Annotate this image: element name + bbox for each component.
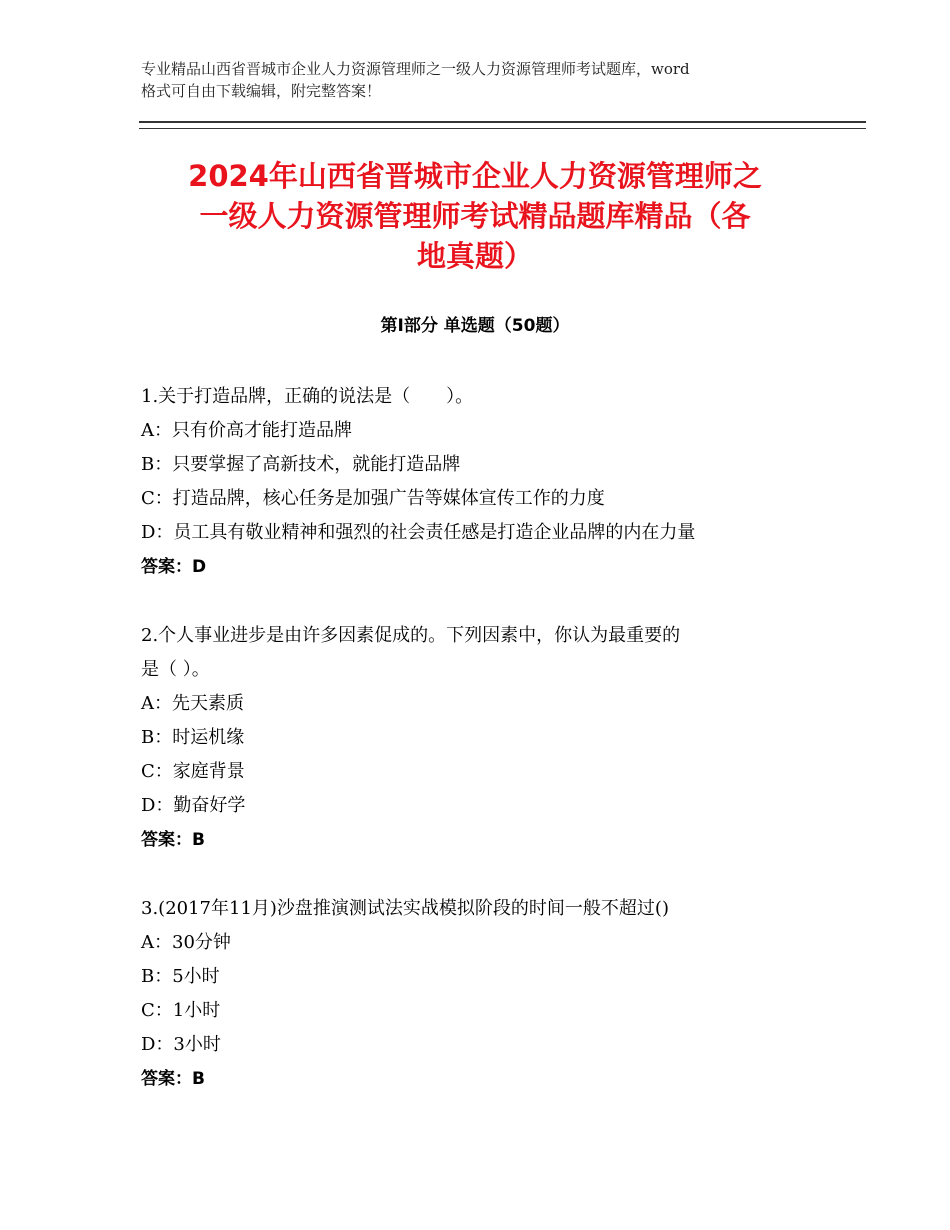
answer: 答案：B [141, 1069, 205, 1089]
question-stem-line-2: 是（ ）。 [141, 659, 210, 680]
question-2 [141, 619, 821, 857]
option-c: C：打造品牌，核心任务是加强广告等媒体宣传工作的力度 [141, 488, 605, 509]
option-b: B：时运机缘 [141, 727, 245, 748]
document-title-line-3: 地真题） [416, 239, 533, 273]
option-d: D：员工具有敬业精神和强烈的社会责任感是打造企业品牌的内在力量 [141, 522, 696, 543]
option-d: D：勤奋好学 [141, 795, 246, 816]
option-a: A：只有价高才能打造品牌 [141, 420, 352, 441]
question-stem: 1.关于打造品牌，正确的说法是（ ）。 [141, 386, 474, 407]
document-title-line-1: 2024年山西省晋城市企业人力资源管理师之 [188, 159, 762, 193]
header-divider [139, 121, 866, 129]
option-d: D：3小时 [141, 1034, 221, 1055]
document-title [120, 156, 830, 276]
header-note [141, 58, 821, 102]
question-stem-line-1: 2.个人事业进步是由许多因素促成的。下列因素中，你认为最重要的 [141, 625, 681, 646]
option-a: A：先天素质 [141, 693, 244, 714]
option-b: B：5小时 [141, 966, 220, 987]
answer: 答案：B [141, 830, 205, 850]
option-c: C：1小时 [141, 1000, 221, 1021]
option-b: B：只要掌握了高新技术，就能打造品牌 [141, 454, 461, 475]
question-1 [141, 380, 821, 584]
header-note-line-2: 格式可自由下载编辑，附完整答案！ [141, 82, 382, 100]
answer: 答案：D [141, 557, 207, 577]
question-stem: 3.(2017年11月)沙盘推演测试法实战模拟阶段的时间一般不超过() [141, 898, 669, 919]
document-title-line-2: 一级人力资源管理师考试精品题库精品（各 [199, 199, 751, 233]
question-3 [141, 892, 821, 1096]
option-c: C：家庭背景 [141, 761, 245, 782]
option-a: A：30分钟 [141, 932, 231, 953]
section-title: 第Ⅰ部分 单选题（50题） [380, 316, 570, 336]
header-note-line-1: 专业精品山西省晋城市企业人力资源管理师之一级人力资源管理师考试题库，word [141, 60, 690, 78]
